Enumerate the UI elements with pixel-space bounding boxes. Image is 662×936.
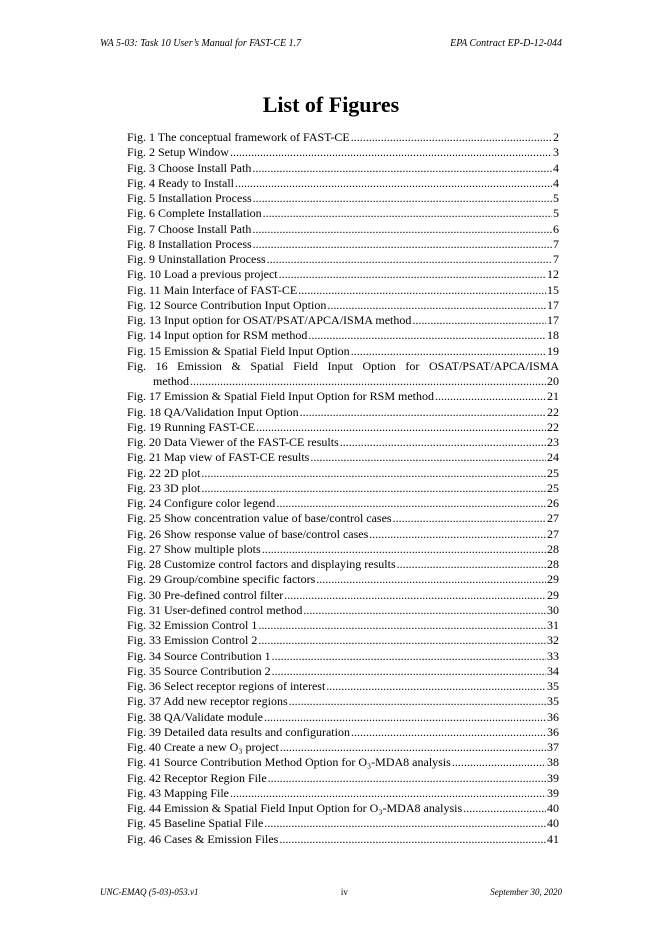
dot-leader [435,389,546,404]
toc-entry[interactable] [127,420,559,435]
dot-leader [201,481,546,496]
toc-entry-page: 32 [547,633,559,648]
header-document-title: WA 5-03: Task 10 User’s Manual for FAST-CE 1.7 [100,38,302,49]
toc-entry-page: 19 [547,343,559,358]
toc-entry-label: Fig. 42 Receptor Region File [127,770,267,785]
toc-entry-label: Fig. 23 3D plot [127,480,201,495]
toc-entry-label: Fig. 13 Input option for OSAT/PSAT/APCA/ISMA method [127,313,412,327]
toc-entry-page: 31 [547,618,559,632]
footer-page-number: iv [340,887,348,897]
toc-entry-label: Fig. 38 QA/Validate module [127,709,263,724]
toc-entry[interactable] [127,481,559,496]
toc-entry-label: Fig. 25 Show concentration value of base/control cases [127,511,392,526]
dot-leader [256,420,546,435]
toc-entry-label: Fig. 16 Emission & Spatial Field Input Option for OSAT/PSAT/APCA/ISMA [127,358,559,373]
toc-entry[interactable] [127,176,559,191]
toc-entry[interactable] [127,405,559,420]
dot-leader [303,603,546,618]
toc-entry-page: 25 [547,465,559,480]
toc-entry-label: Fig. 10 Load a previous project [127,267,278,282]
toc-entry[interactable] [127,466,559,481]
toc-entry-page: 15 [547,282,559,297]
toc-entry-page: 38 [547,755,559,770]
toc-entry-label: Fig. 41 Source Contribution Method Option for O₃-MDA8 analysis [127,755,451,770]
dot-leader [190,374,546,389]
toc-entry-label: Fig. 33 Emission Control 2 [127,633,258,648]
header-contract-number: EPA Contract EP-D-12-044 [450,38,562,49]
toc-entry[interactable] [127,359,559,390]
toc-entry[interactable] [127,664,559,679]
toc-entry[interactable] [127,542,559,557]
toc-entry[interactable] [127,206,559,221]
toc-entry[interactable] [127,771,559,786]
dot-leader [351,130,552,145]
toc-entry[interactable] [127,710,559,725]
toc-entry-label: Fig. 12 Source Contribution Input Option [127,297,327,312]
toc-entry[interactable] [127,130,559,145]
toc-entry[interactable] [127,328,559,343]
dot-leader [452,755,546,770]
dot-leader [327,298,546,313]
toc-entry-label: Fig. 31 User-defined control method [127,602,303,617]
dot-leader [258,618,546,633]
toc-entry-label: Fig. 17 Emission & Spatial Field Input Option for RSM method [127,389,435,404]
toc-entry-label: Fig. 36 Select receptor regions of interest [127,679,326,693]
dot-leader [279,267,546,282]
toc-entry-label: Fig. 5 Installation Process [127,191,252,205]
toc-entry-page: 39 [547,785,559,800]
toc-entry-label: Fig. 19 Running FAST-CE [127,419,256,434]
toc-entry-page: 2 [553,130,559,144]
toc-entry[interactable] [127,283,559,298]
toc-entry[interactable] [127,298,559,313]
toc-entry-page: 29 [547,572,559,587]
dot-leader [340,435,546,450]
toc-entry[interactable] [127,618,559,633]
toc-entry-page: 17 [547,297,559,312]
toc-entry-page: 36 [547,724,559,739]
toc-entry-page: 34 [547,663,559,678]
toc-entry[interactable] [127,511,559,526]
toc-entry[interactable] [127,222,559,237]
toc-entry[interactable] [127,740,559,755]
toc-entry[interactable] [127,161,559,176]
dot-leader [201,466,546,481]
dot-leader [369,527,546,542]
toc-entry[interactable] [127,633,559,648]
toc-entry-label: Fig. 37 Add new receptor regions [127,694,288,709]
toc-entry-label: Fig. 21 Map view of FAST-CE results [127,450,310,465]
dot-leader [279,832,546,847]
dot-leader [264,710,546,725]
toc-entry-page: 33 [547,648,559,663]
toc-entry-page: 26 [547,496,559,510]
toc-entry-label: Fig. 3 Choose Install Path [127,160,252,175]
toc-entry[interactable] [127,649,559,664]
toc-entry-label: Fig. 26 Show response value of base/control cases [127,526,369,541]
dot-leader [351,725,546,740]
toc-entry-page: 25 [547,480,559,495]
toc-entry-label: Fig. 9 Uninstallation Process [127,252,266,266]
toc-entry-label: Fig. 39 Detailed data results and configuration [127,724,350,739]
dot-leader [252,161,552,176]
toc-entry-page: 7 [553,236,559,251]
toc-entry-page: 21 [547,389,559,404]
toc-entry-page: 39 [547,770,559,785]
toc-entry-label: Fig. 30 Pre-defined control filter [127,587,284,602]
toc-entry-page: 40 [547,801,559,815]
toc-entry-label: Fig. 7 Choose Install Path [127,221,252,236]
dot-leader [284,588,546,603]
toc-entry-page: 17 [547,313,559,327]
toc-entry-label: Fig. 4 Ready to Install [127,175,234,190]
toc-entry-page: 20 [547,374,559,388]
toc-entry-label: Fig. 8 Installation Process [127,236,252,251]
toc-entry-page: 22 [547,419,559,434]
toc-entry[interactable] [127,237,559,252]
toc-entry[interactable] [127,191,559,206]
dot-leader [463,801,546,816]
list-of-figures [127,130,559,847]
toc-entry[interactable] [127,694,559,709]
toc-entry[interactable] [127,679,559,694]
toc-entry-label: Fig. 35 Source Contribution 2 [127,663,271,678]
toc-entry-page: 28 [547,557,559,571]
toc-entry[interactable] [127,725,559,740]
toc-entry[interactable] [127,572,559,587]
toc-entry-page: 40 [547,816,559,831]
dot-leader [267,252,552,267]
toc-entry-page: 35 [547,694,559,709]
toc-entry-page: 36 [547,709,559,724]
toc-entry-label: Fig. 24 Configure color legend [127,496,276,510]
toc-entry-label: Fig. 1 The conceptual framework of FAST-CE [127,130,350,144]
dot-leader [289,694,546,709]
dot-leader [235,176,552,191]
toc-entry-label: Fig. 2 Setup Window [127,145,229,160]
toc-entry-label-continued: method [153,374,189,388]
toc-entry-page: 41 [547,831,559,846]
toc-entry-page: 4 [553,160,559,175]
footer-date: September 30, 2020 [490,887,562,897]
toc-entry-page: 6 [553,221,559,236]
toc-entry-label: Fig. 28 Customize control factors and displaying results [127,557,396,571]
dot-leader [300,405,546,420]
toc-entry-label: Fig. 32 Emission Control 1 [127,618,258,632]
dot-leader [264,816,546,831]
dot-leader [252,222,552,237]
toc-entry[interactable] [127,313,559,328]
page-title: List of Figures [262,92,400,117]
dot-leader [268,771,546,786]
toc-entry[interactable] [127,832,559,847]
dot-leader [280,740,546,755]
toc-entry-label: Fig. 14 Input option for RSM method [127,328,308,343]
dot-leader [253,191,552,206]
toc-entry-continuation [127,374,559,389]
dot-leader [326,679,546,694]
dot-leader [276,496,546,511]
toc-entry-label: Fig. 15 Emission & Spatial Field Input Option [127,343,350,358]
toc-entry-page: 7 [553,252,559,266]
page-header [100,38,562,49]
dot-leader [253,237,552,252]
toc-entry[interactable] [127,755,559,770]
toc-entry-label: Fig. 22 2D plot [127,465,201,480]
toc-entry-page: 24 [547,450,559,465]
dot-leader [272,649,546,664]
toc-entry-page: 28 [547,541,559,556]
toc-entry[interactable] [127,389,559,404]
toc-entry-page: 30 [547,602,559,617]
toc-entry-page: 27 [547,526,559,541]
toc-entry[interactable] [127,603,559,618]
toc-entry[interactable] [127,145,559,160]
toc-entry[interactable] [127,252,559,267]
toc-entry-page: 37 [547,740,559,754]
dot-leader [351,344,546,359]
toc-entry-page: 5 [553,206,559,221]
dot-leader [316,572,546,587]
toc-entry-page: 22 [547,404,559,419]
toc-entry-page: 23 [547,435,559,449]
toc-entry-label: Fig. 18 QA/Validation Input Option [127,404,299,419]
toc-entry-label: Fig. 43 Mapping File [127,785,230,800]
toc-entry-label: Fig. 46 Cases & Emission Files [127,831,279,846]
toc-entry-label: Fig. 27 Show multiple plots [127,541,261,556]
dot-leader [230,786,546,801]
toc-entry[interactable] [127,786,559,801]
dot-leader [298,283,546,298]
toc-entry-page: 35 [547,679,559,693]
toc-entry-page: 4 [553,175,559,190]
toc-entry-label: Fig. 29 Group/combine specific factors [127,572,316,587]
dot-leader [258,633,546,648]
toc-entry-page: 3 [553,145,559,160]
toc-entry[interactable] [127,527,559,542]
toc-entry-page: 18 [547,328,559,343]
dot-leader [412,313,546,328]
dot-leader [308,328,546,343]
toc-entry[interactable] [127,801,559,816]
toc-entry-label: Fig. 11 Main Interface of FAST-CE [127,282,298,297]
toc-entry[interactable] [127,816,559,831]
toc-entry-page: 12 [547,267,559,282]
dot-leader [310,450,546,465]
dot-leader [230,145,552,160]
toc-entry[interactable] [127,588,559,603]
dot-leader [397,557,546,572]
toc-entry[interactable] [127,496,559,511]
toc-entry[interactable] [127,557,559,572]
toc-entry[interactable] [127,435,559,450]
toc-entry-page: 27 [547,511,559,526]
dot-leader [262,542,546,557]
dot-leader [272,664,546,679]
toc-entry-label: Fig. 44 Emission & Spatial Field Input Option for O₃-MDA8 analysis [127,801,463,815]
toc-entry[interactable] [127,344,559,359]
toc-entry-page: 29 [547,587,559,602]
page-footer [100,887,562,897]
toc-entry-label: Fig. 45 Baseline Spatial File [127,816,264,831]
dot-leader [393,511,546,526]
toc-entry-label: Fig. 40 Create a new O₃ project [127,740,279,754]
footer-report-id: UNC-EMAQ (5-03)-053.v1 [100,887,199,897]
dot-leader [263,206,552,221]
toc-entry[interactable] [127,450,559,465]
toc-entry-label: Fig. 20 Data Viewer of the FAST-CE results [127,435,339,449]
toc-entry[interactable] [127,267,559,282]
toc-entry-label: Fig. 34 Source Contribution 1 [127,648,271,663]
toc-entry-page: 5 [553,191,559,205]
toc-entry-label: Fig. 6 Complete Installation [127,206,262,221]
